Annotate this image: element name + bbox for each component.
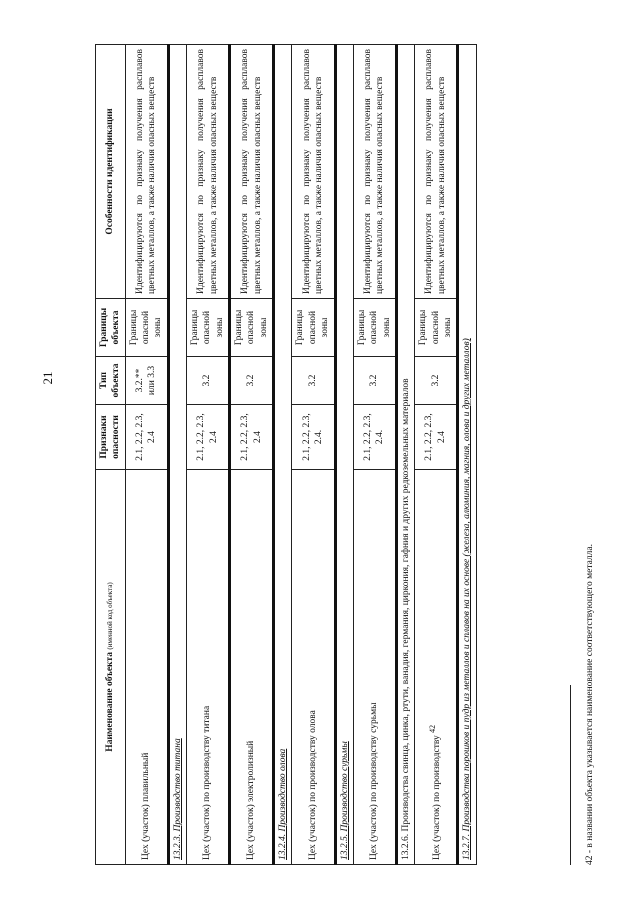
cell-hazard: 2.1, 2.2, 2.3, 2.4 bbox=[415, 405, 458, 470]
cell-type: 3.2 bbox=[415, 357, 458, 405]
cell-bounds: Границы опасной зоны bbox=[292, 299, 335, 357]
section-row bbox=[335, 45, 353, 865]
table-row bbox=[292, 45, 335, 865]
table-row bbox=[125, 45, 168, 865]
section-title: 13.2.5. Производство сурьмы bbox=[335, 45, 353, 865]
cell-features: Идентифицируются по признаку получения расплавов цветных металлов, а также наличия опасных веществ bbox=[125, 45, 168, 299]
section-title: 13.2.4. Производство олова bbox=[274, 45, 292, 865]
cell-type: 3.2 bbox=[230, 357, 274, 405]
cell-hazard: 2.1, 2.2, 2.3, 2.4 bbox=[187, 405, 230, 470]
cell-object-name: Цех (участок) электролизный bbox=[230, 470, 274, 865]
cell-type: 3.2 bbox=[187, 357, 230, 405]
cell-bounds: Границы опасной зоны bbox=[125, 299, 168, 357]
cell-bounds: Границы опасной зоны bbox=[187, 299, 230, 357]
header-hazard: Признаки опасности bbox=[96, 405, 126, 470]
footnote-divider bbox=[570, 685, 571, 865]
table-header-row bbox=[96, 45, 126, 865]
header-bounds: Границы объекта bbox=[96, 299, 126, 357]
table-body bbox=[125, 45, 476, 865]
object-name-text: Цех (участок) по производству bbox=[432, 735, 443, 860]
table-row bbox=[353, 45, 396, 865]
table-row bbox=[230, 45, 274, 865]
section-title: 13.2.6. Производства свинца, цинка, ртути, ванадия, германия, циркония, гафния и других редкоземельных материалов bbox=[396, 45, 414, 865]
section-row bbox=[274, 45, 292, 865]
cell-features: Идентифицируются по признаку получения расплавов цветных металлов, а также наличия опасных веществ bbox=[292, 45, 335, 299]
cell-bounds: Границы опасной зоны bbox=[353, 299, 396, 357]
footnote-ref: 42 bbox=[427, 724, 437, 733]
cell-object-name: Цех (участок) по производству олова bbox=[292, 470, 335, 865]
table-row bbox=[187, 45, 230, 865]
cell-object-name: Цех (участок) по производству сурьмы bbox=[353, 470, 396, 865]
cell-features: Идентифицируются по признаку получения расплавов цветных металлов, а также наличия опасных веществ bbox=[230, 45, 274, 299]
section-title: 13.2.3. Производство титана bbox=[168, 45, 186, 865]
section-row bbox=[458, 45, 476, 865]
cell-object-name bbox=[415, 470, 458, 865]
cell-bounds: Границы опасной зоны bbox=[230, 299, 274, 357]
identification-table bbox=[95, 44, 477, 865]
cell-features: Идентифицируются по признаку получения расплавов цветных металлов, а также наличия опасных веществ bbox=[353, 45, 396, 299]
cell-hazard: 2.1, 2.2, 2.3, 2.4. bbox=[353, 405, 396, 470]
header-name: Наименование объекта (именной код объекта) bbox=[96, 470, 126, 865]
section-title: 13.2.7. Производства порошков и пудр из металлов и сплавов на их основе (железа, алюминия, магния, олова и других металлов) bbox=[458, 45, 476, 865]
table-row bbox=[415, 45, 458, 865]
page-number: 21 bbox=[40, 371, 55, 385]
cell-object-name: Цех (участок) плавильный bbox=[125, 470, 168, 865]
cell-type: 3.2.** или 3.3 bbox=[125, 357, 168, 405]
cell-bounds: Границы опасной зоны bbox=[415, 299, 458, 357]
cell-hazard: 2.1, 2.2, 2.3, 2.4. bbox=[292, 405, 335, 470]
cell-hazard: 2.1, 2.2, 2.3, 2.4 bbox=[230, 405, 274, 470]
section-row bbox=[396, 45, 414, 865]
section-row bbox=[168, 45, 186, 865]
header-features: Особенности идентификации bbox=[96, 45, 126, 299]
header-name-sub: (именной код объекта) bbox=[106, 582, 115, 650]
cell-features: Идентифицируются по признаку получения расплавов цветных металлов, а также наличия опасных веществ bbox=[415, 45, 458, 299]
cell-type: 3.2 bbox=[292, 357, 335, 405]
cell-hazard: 2.1, 2.2, 2.3, 2.4 bbox=[125, 405, 168, 470]
header-type: Тип объекта bbox=[96, 357, 126, 405]
footnote: 42 - в названии объекта указывается наименование соответствующего металла. bbox=[585, 544, 595, 865]
cell-type: 3.2 bbox=[353, 357, 396, 405]
cell-features: Идентифицируются по признаку получения расплавов цветных металлов, а также наличия опасных веществ bbox=[187, 45, 230, 299]
cell-object-name: Цех (участок) по производству титана bbox=[187, 470, 230, 865]
